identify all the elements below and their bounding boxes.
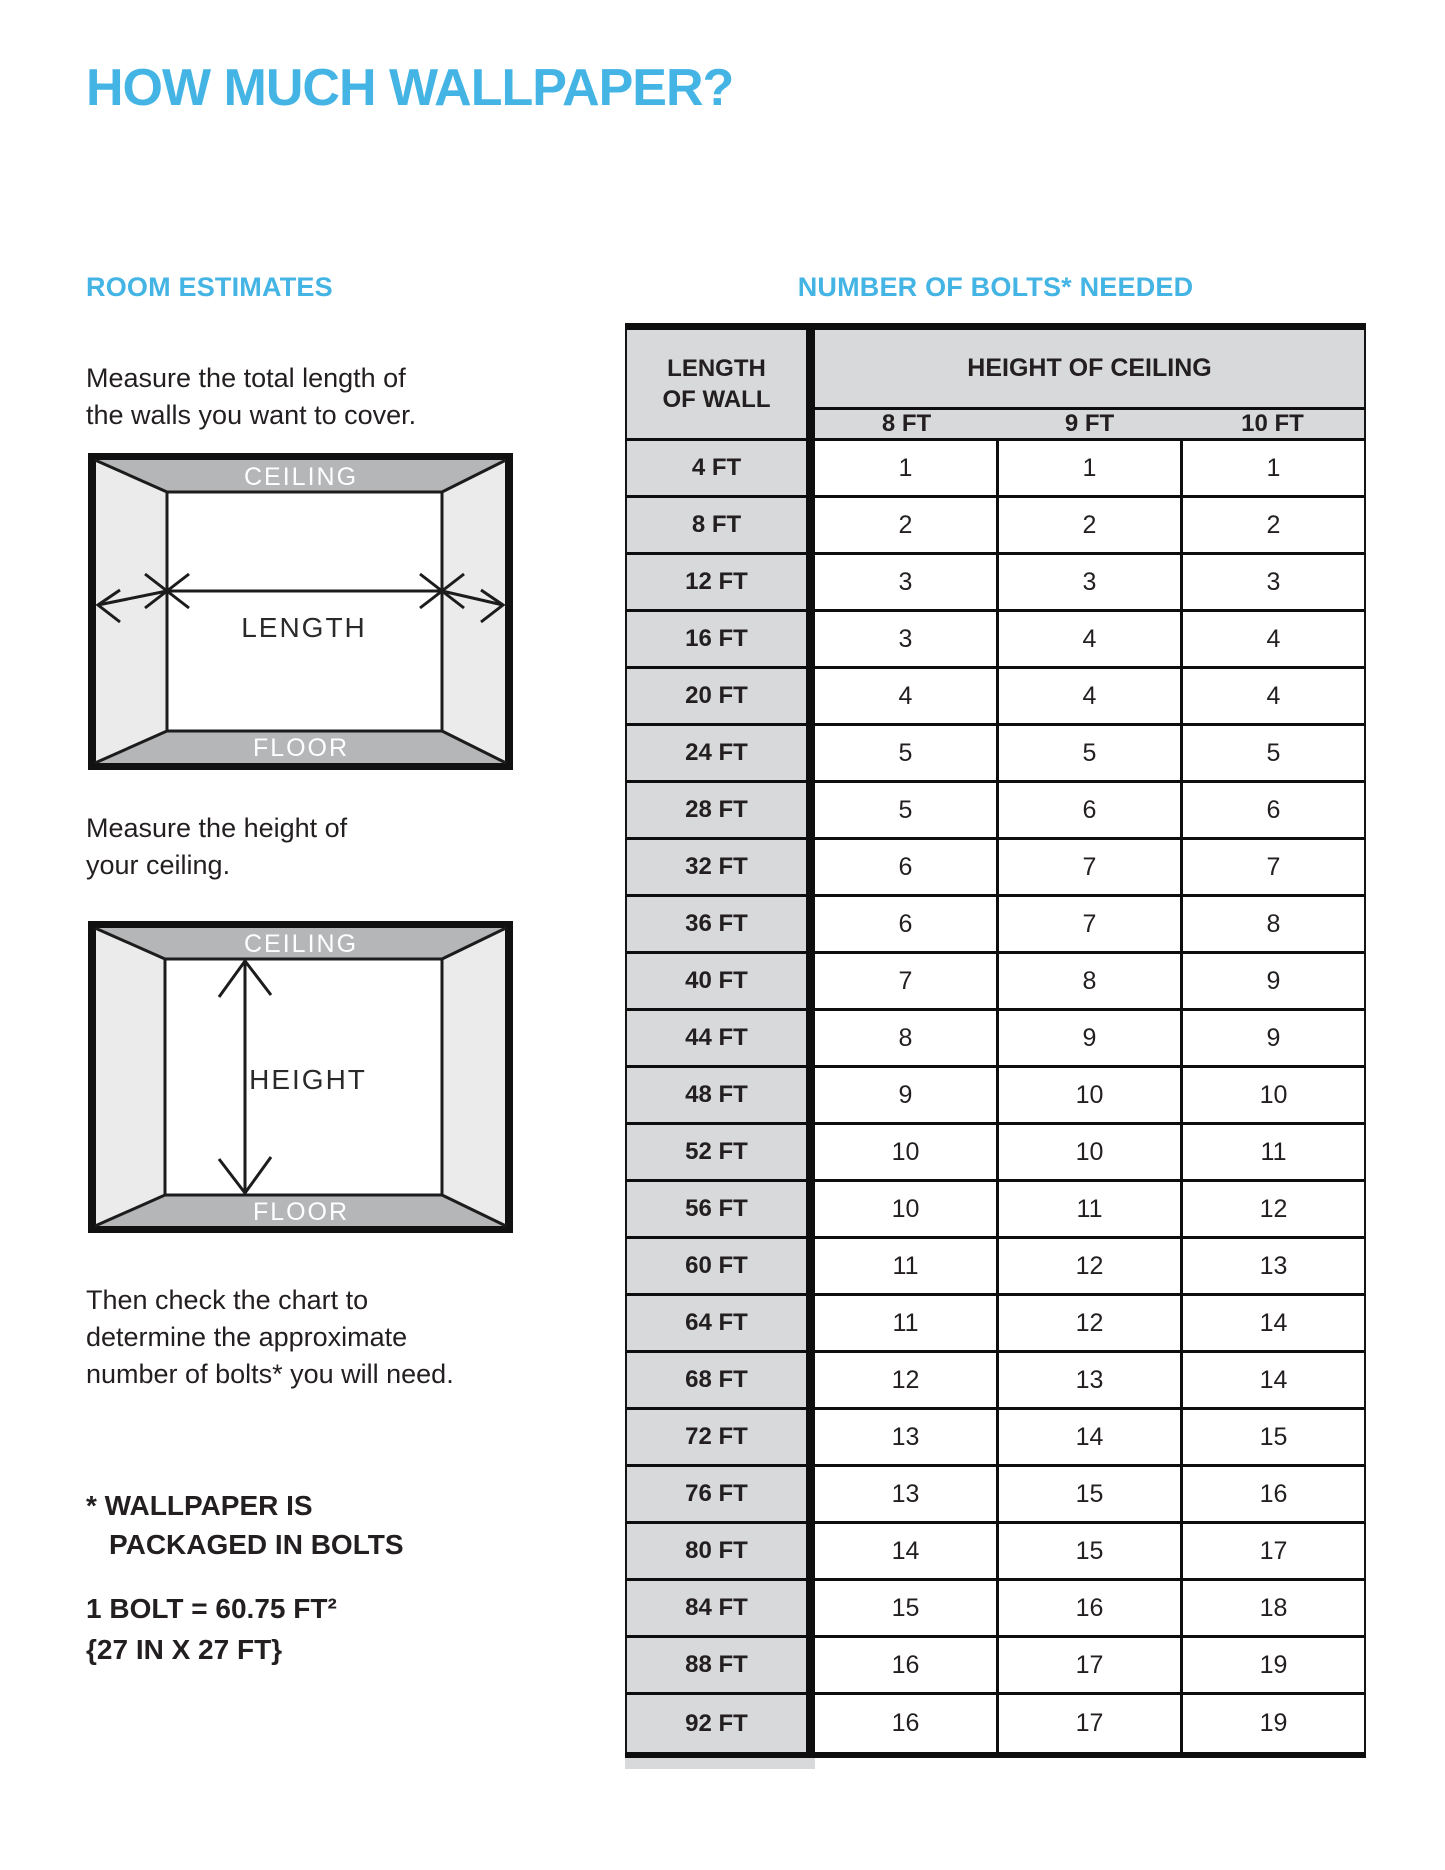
table-vertical-rule xyxy=(806,1011,815,1068)
wall-length-cell: 20 FT xyxy=(625,669,806,726)
table-gray-stub xyxy=(625,1758,815,1769)
ceiling-height-subheaders xyxy=(815,410,1366,438)
table-vertical-rule xyxy=(806,669,815,726)
bolt-count-cell: 16 xyxy=(999,1581,1183,1638)
bolt-count-cell: 13 xyxy=(999,1353,1183,1410)
wall-length-cell: 24 FT xyxy=(625,726,806,783)
length-label: LENGTH xyxy=(241,612,367,643)
check-chart-line1: Then check the chart to xyxy=(86,1285,369,1315)
room-height-diagram xyxy=(88,921,513,1233)
table-vertical-rule xyxy=(806,783,815,840)
bolt-count-cell: 2 xyxy=(1183,498,1366,555)
bolt-count-cell: 14 xyxy=(1183,1353,1366,1410)
measure-height-text xyxy=(86,810,347,884)
room-length-diagram xyxy=(88,453,513,770)
wall-length-cell: 60 FT xyxy=(625,1239,806,1296)
table-row xyxy=(625,498,1366,555)
check-chart-text xyxy=(86,1282,454,1393)
wall-length-cell: 12 FT xyxy=(625,555,806,612)
bolt-size-info xyxy=(86,1588,337,1670)
bolt-count-cell: 3 xyxy=(999,555,1183,612)
wall-length-cell: 68 FT xyxy=(625,1353,806,1410)
wall-length-cell: 84 FT xyxy=(625,1581,806,1638)
table-vertical-rule xyxy=(806,1239,815,1296)
table-row xyxy=(625,1524,1366,1581)
subheader-9ft: 9 FT xyxy=(1064,410,1115,437)
bolts-table xyxy=(625,323,1366,1769)
bolt-size-line1: 1 BOLT = 60.75 FT² xyxy=(86,1593,337,1624)
bolt-count-cell: 4 xyxy=(1183,612,1366,669)
bolt-count-cell: 15 xyxy=(1183,1410,1366,1467)
wall-length-cell: 32 FT xyxy=(625,840,806,897)
bolt-count-cell: 1 xyxy=(815,441,999,498)
bolt-count-cell: 7 xyxy=(999,840,1183,897)
bolts-needed-heading: NUMBER OF BOLTS* NEEDED xyxy=(797,272,1194,302)
wall-length-cell: 64 FT xyxy=(625,1296,806,1353)
bolt-count-cell: 10 xyxy=(1183,1068,1366,1125)
footnote-line2: PACKAGED IN BOLTS xyxy=(109,1529,404,1560)
bolt-count-cell: 7 xyxy=(815,954,999,1011)
bolt-count-cell: 10 xyxy=(999,1068,1183,1125)
bolt-count-cell: 8 xyxy=(1183,897,1366,954)
room-estimates-heading: ROOM ESTIMATES xyxy=(86,272,333,302)
bolt-table-body xyxy=(625,441,1366,1752)
bolt-count-cell: 7 xyxy=(1183,840,1366,897)
bolt-count-cell: 12 xyxy=(999,1296,1183,1353)
table-row xyxy=(625,840,1366,897)
bolt-count-cell: 8 xyxy=(999,954,1183,1011)
bolt-count-cell: 6 xyxy=(815,897,999,954)
bolt-count-cell: 10 xyxy=(815,1182,999,1239)
height-of-ceiling-group xyxy=(815,330,1366,438)
bolts-footnote xyxy=(86,1486,404,1564)
bolt-count-cell: 13 xyxy=(815,1410,999,1467)
bolt-count-cell: 1 xyxy=(1183,441,1366,498)
table-row xyxy=(625,783,1366,840)
measure-height-line1: Measure the height of xyxy=(86,813,348,843)
bolt-count-cell: 17 xyxy=(999,1695,1183,1752)
bolt-count-cell: 15 xyxy=(999,1467,1183,1524)
wall-length-cell: 36 FT xyxy=(625,897,806,954)
length-of-wall-header xyxy=(625,330,806,438)
table-row xyxy=(625,612,1366,669)
table-vertical-rule xyxy=(806,441,815,498)
table-vertical-rule xyxy=(806,498,815,555)
table-top-rule xyxy=(625,323,1366,330)
table-vertical-rule xyxy=(806,954,815,1011)
table-vertical-rule xyxy=(806,555,815,612)
wall-length-cell: 8 FT xyxy=(625,498,806,555)
table-row xyxy=(625,555,1366,612)
wall-length-cell: 76 FT xyxy=(625,1467,806,1524)
table-row xyxy=(625,1353,1366,1410)
table-row xyxy=(625,1581,1366,1638)
table-vertical-rule xyxy=(806,840,815,897)
floor-label: FLOOR xyxy=(252,1198,350,1226)
height-of-ceiling-header: HEIGHT OF CEILING xyxy=(815,330,1366,407)
bolt-count-cell: 13 xyxy=(1183,1239,1366,1296)
table-vertical-rule xyxy=(806,330,815,438)
table-row xyxy=(625,1467,1366,1524)
wall-length-cell: 72 FT xyxy=(625,1410,806,1467)
bolt-count-cell: 19 xyxy=(1183,1638,1366,1695)
bolt-count-cell: 5 xyxy=(815,783,999,840)
ceiling-label: CEILING xyxy=(243,930,359,958)
table-row xyxy=(625,1068,1366,1125)
table-vertical-rule xyxy=(806,1296,815,1353)
table-vertical-rule xyxy=(806,1068,815,1125)
table-vertical-rule xyxy=(806,1581,815,1638)
subheader-10ft: 10 FT xyxy=(1241,410,1304,437)
bolt-count-cell: 2 xyxy=(999,498,1183,555)
bolt-count-cell: 3 xyxy=(1183,555,1366,612)
bolt-count-cell: 16 xyxy=(815,1695,999,1752)
wall-length-cell: 28 FT xyxy=(625,783,806,840)
bolt-count-cell: 18 xyxy=(1183,1581,1366,1638)
bolt-count-cell: 11 xyxy=(815,1296,999,1353)
ceiling-label: CEILING xyxy=(243,463,359,491)
table-row xyxy=(625,1011,1366,1068)
bolt-count-cell: 5 xyxy=(999,726,1183,783)
page-title: HOW MUCH WALLPAPER? xyxy=(86,59,734,117)
measure-height-line2: your ceiling. xyxy=(86,850,231,880)
bolt-count-cell: 12 xyxy=(815,1353,999,1410)
bolt-count-cell: 13 xyxy=(815,1467,999,1524)
bolt-count-cell: 8 xyxy=(815,1011,999,1068)
table-header xyxy=(625,330,1366,438)
bolt-count-cell: 7 xyxy=(999,897,1183,954)
length-of-wall-line1: LENGTH xyxy=(667,355,766,382)
table-row xyxy=(625,1182,1366,1239)
wall-length-cell: 44 FT xyxy=(625,1011,806,1068)
bolt-count-cell: 6 xyxy=(815,840,999,897)
table-row xyxy=(625,1695,1366,1752)
bolt-count-cell: 11 xyxy=(815,1239,999,1296)
table-vertical-rule xyxy=(806,1467,815,1524)
bolt-count-cell: 16 xyxy=(1183,1467,1366,1524)
table-vertical-rule xyxy=(806,1638,815,1695)
bolt-count-cell: 5 xyxy=(1183,726,1366,783)
bolt-count-cell: 4 xyxy=(815,669,999,726)
bolt-count-cell: 4 xyxy=(999,669,1183,726)
floor-label: FLOOR xyxy=(252,734,350,762)
wall-length-cell: 48 FT xyxy=(625,1068,806,1125)
bolt-count-cell: 15 xyxy=(999,1524,1183,1581)
table-row xyxy=(625,897,1366,954)
table-vertical-rule xyxy=(806,1410,815,1467)
bolt-count-cell: 15 xyxy=(815,1581,999,1638)
subheader-8ft: 8 FT xyxy=(881,410,932,437)
bolt-count-cell: 11 xyxy=(999,1182,1183,1239)
bolt-count-cell: 11 xyxy=(1183,1125,1366,1182)
bolt-count-cell: 9 xyxy=(815,1068,999,1125)
table-row xyxy=(625,669,1366,726)
table-row xyxy=(625,1239,1366,1296)
table-vertical-rule xyxy=(806,726,815,783)
bolt-size-line2: {27 IN X 27 FT} xyxy=(86,1634,283,1665)
measure-length-line1: Measure the total length of xyxy=(86,363,406,393)
table-row xyxy=(625,441,1366,498)
bolt-count-cell: 6 xyxy=(999,783,1183,840)
bolt-count-cell: 9 xyxy=(1183,1011,1366,1068)
bolt-count-cell: 9 xyxy=(1183,954,1366,1011)
wall-length-cell: 80 FT xyxy=(625,1524,806,1581)
wall-length-cell: 92 FT xyxy=(625,1695,806,1752)
bolt-count-cell: 10 xyxy=(999,1125,1183,1182)
bolt-count-cell: 14 xyxy=(999,1410,1183,1467)
bolt-count-cell: 4 xyxy=(1183,669,1366,726)
table-vertical-rule xyxy=(806,1524,815,1581)
table-vertical-rule xyxy=(806,612,815,669)
bolt-count-cell: 16 xyxy=(815,1638,999,1695)
measure-length-line2: the walls you want to cover. xyxy=(86,400,417,430)
table-vertical-rule xyxy=(806,1125,815,1182)
bolt-count-cell: 19 xyxy=(1183,1695,1366,1752)
wall-length-cell: 16 FT xyxy=(625,612,806,669)
bolt-count-cell: 4 xyxy=(999,612,1183,669)
table-row xyxy=(625,1638,1366,1695)
wall-length-cell: 52 FT xyxy=(625,1125,806,1182)
bolt-count-cell: 1 xyxy=(999,441,1183,498)
height-label: HEIGHT xyxy=(249,1064,367,1095)
table-vertical-rule xyxy=(806,1695,815,1752)
wall-length-cell: 88 FT xyxy=(625,1638,806,1695)
bolt-count-cell: 17 xyxy=(1183,1524,1366,1581)
bolt-count-cell: 3 xyxy=(815,555,999,612)
length-of-wall-line2: OF WALL xyxy=(662,386,771,413)
check-chart-line2: determine the approximate xyxy=(86,1322,408,1352)
wall-length-cell: 40 FT xyxy=(625,954,806,1011)
table-row xyxy=(625,1125,1366,1182)
bolt-count-cell: 12 xyxy=(1183,1182,1366,1239)
bolt-count-cell: 6 xyxy=(1183,783,1366,840)
bolt-count-cell: 14 xyxy=(1183,1296,1366,1353)
measure-length-text xyxy=(86,360,416,434)
table-row xyxy=(625,1296,1366,1353)
wall-length-cell: 56 FT xyxy=(625,1182,806,1239)
bolt-count-cell: 9 xyxy=(999,1011,1183,1068)
table-vertical-rule xyxy=(806,1182,815,1239)
bolt-count-cell: 10 xyxy=(815,1125,999,1182)
bolt-count-cell: 5 xyxy=(815,726,999,783)
bolt-count-cell: 3 xyxy=(815,612,999,669)
table-vertical-rule xyxy=(806,1353,815,1410)
table-row xyxy=(625,954,1366,1011)
footnote-line1: * WALLPAPER IS xyxy=(86,1490,313,1521)
bolt-count-cell: 12 xyxy=(999,1239,1183,1296)
check-chart-line3: number of bolts* you will need. xyxy=(86,1359,454,1389)
table-vertical-rule xyxy=(806,897,815,954)
bolt-count-cell: 17 xyxy=(999,1638,1183,1695)
wall-length-cell: 4 FT xyxy=(625,441,806,498)
table-row xyxy=(625,726,1366,783)
table-row xyxy=(625,1410,1366,1467)
bolt-count-cell: 14 xyxy=(815,1524,999,1581)
bolt-count-cell: 2 xyxy=(815,498,999,555)
